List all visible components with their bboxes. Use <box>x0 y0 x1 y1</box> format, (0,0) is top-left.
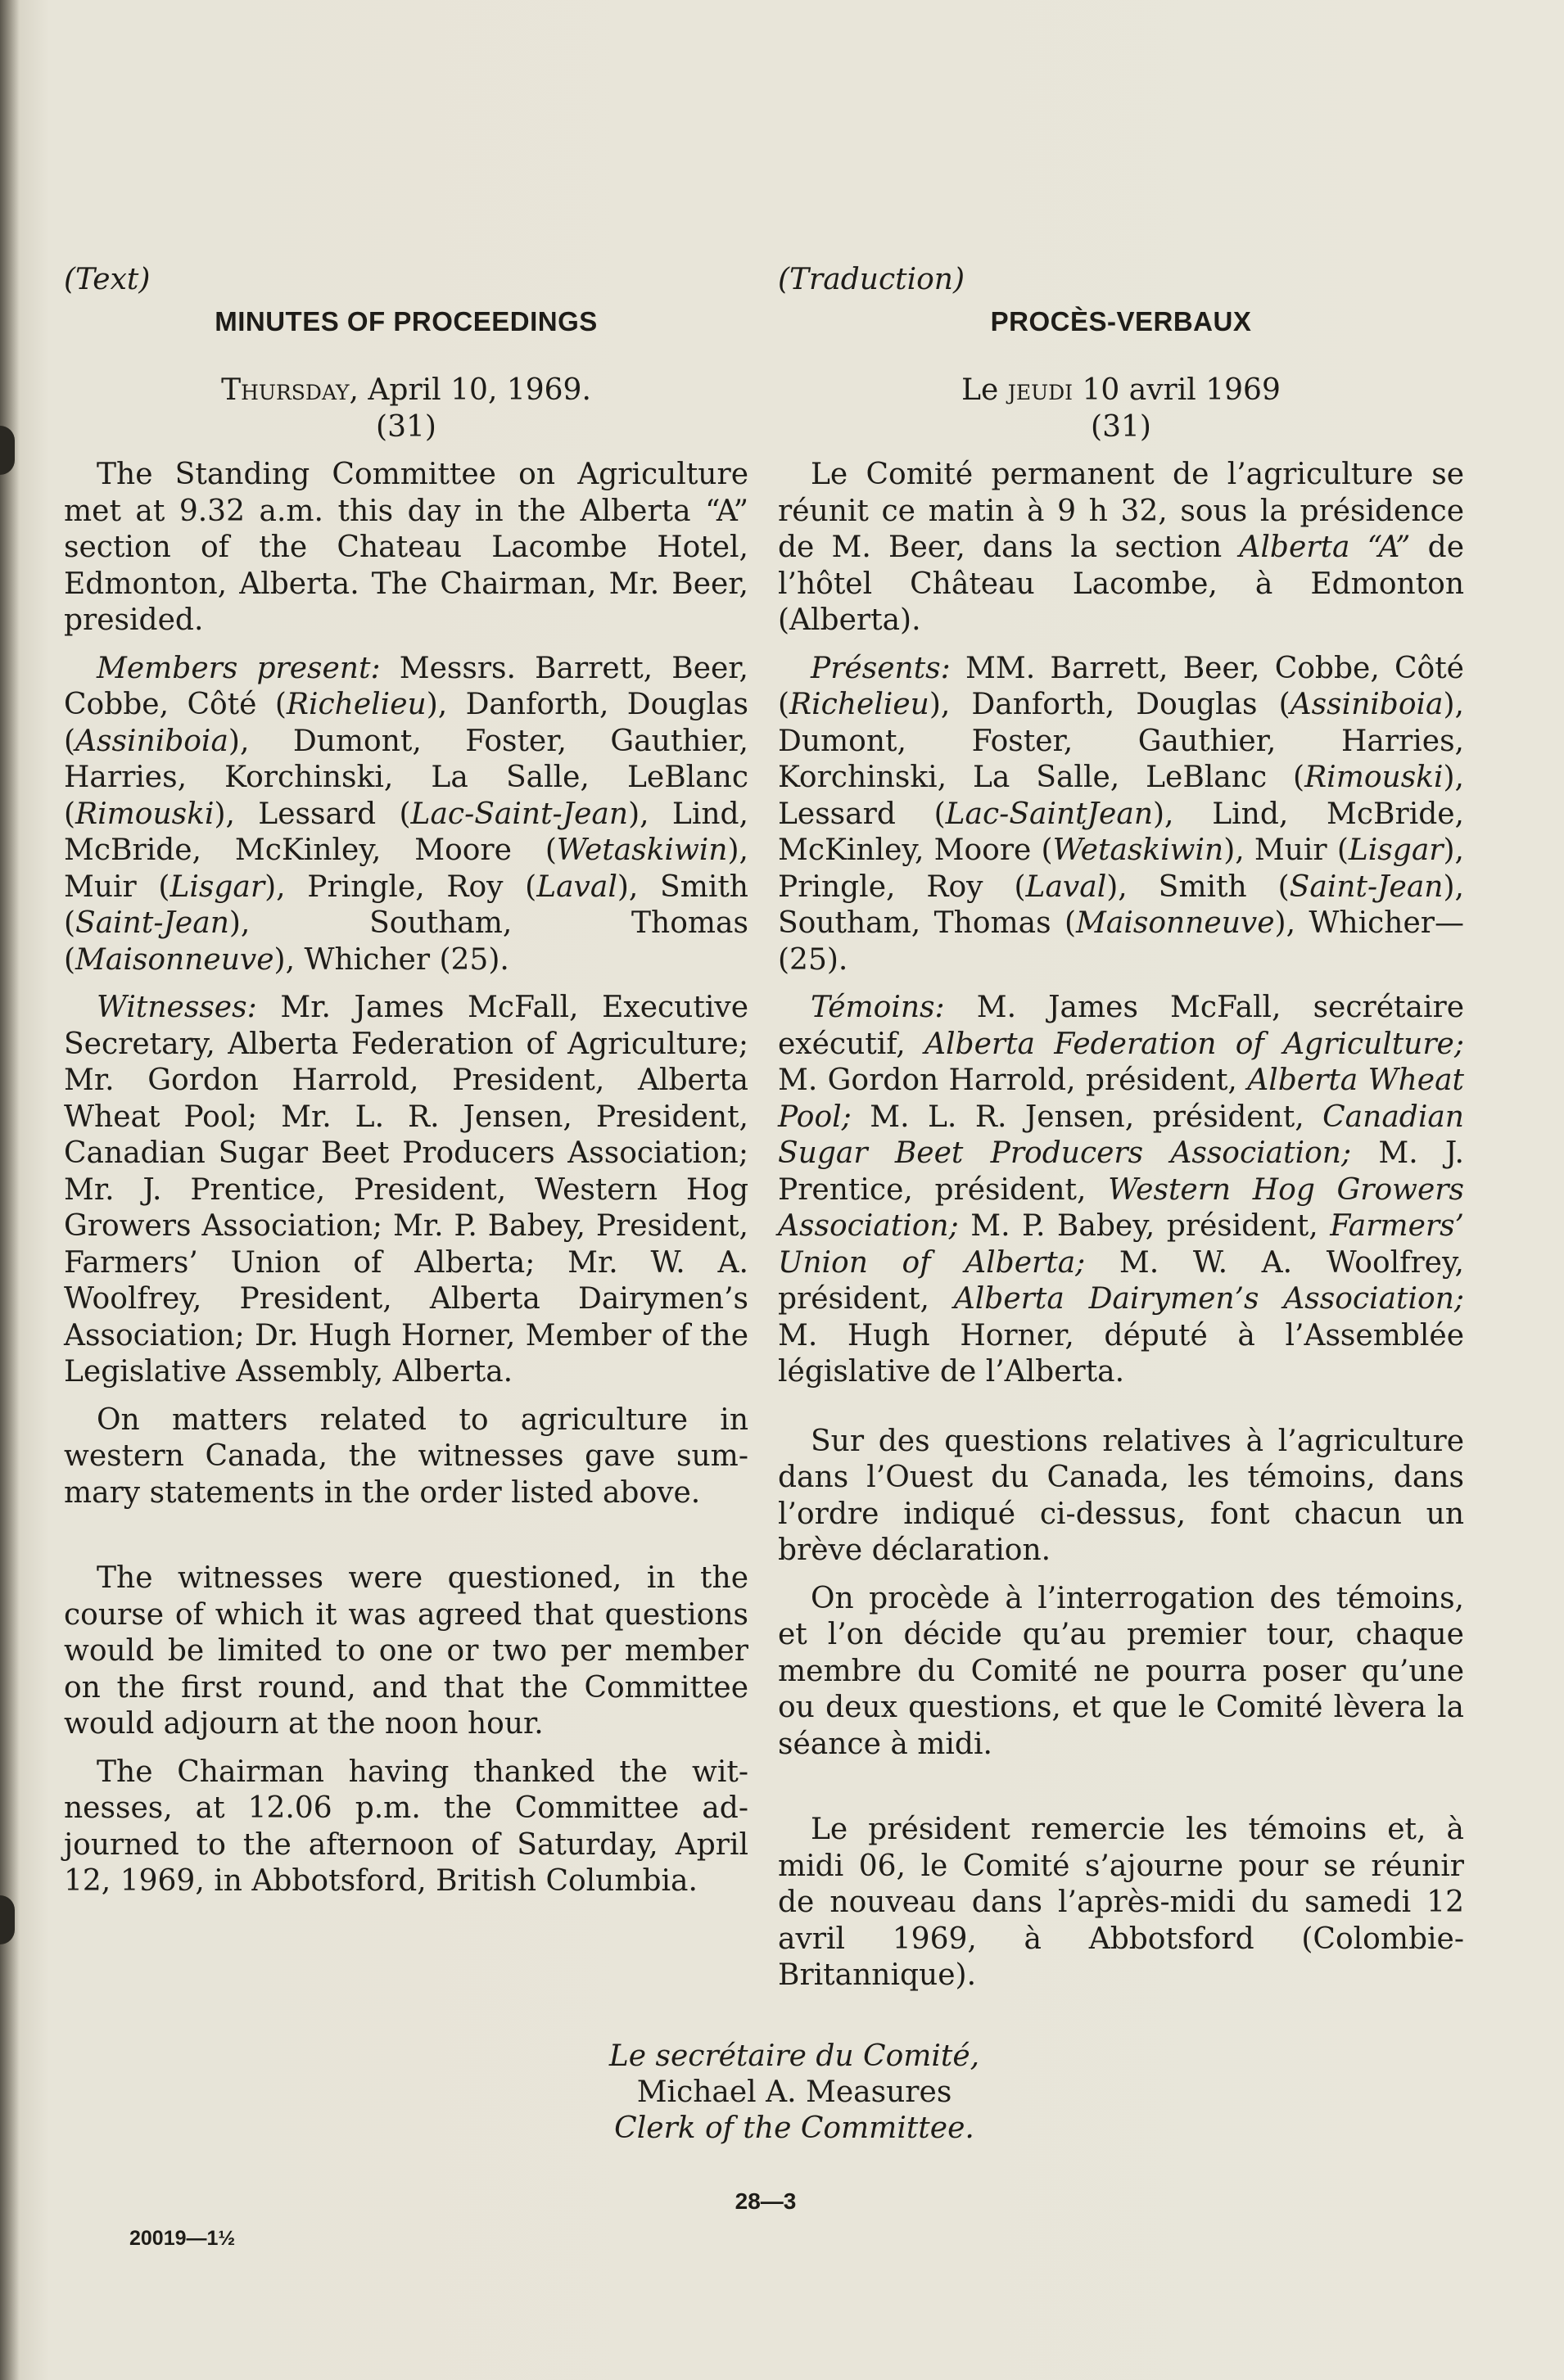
french-questioned-paragraph: On procède à l’interrogation des témoins, et l’on décide qu’au premier tour, chaque membre du Comité ne pourra poser qu’une ou deux questions, et que le Comité lèvera la séance à midi. <box>778 1581 1464 1761</box>
text-run: ), Muir ( <box>64 833 748 904</box>
riding-name: Assiniboia <box>75 724 228 758</box>
text-run: MM. Barrett, Beer, Cobbe, Côté ( <box>778 651 1464 721</box>
text-run: M. W. A. Woolfrey, président, <box>778 1245 1464 1316</box>
print-code: 20019—1½ <box>129 2227 236 2250</box>
french-date <box>778 373 1464 409</box>
riding-name: Assiniboia <box>1290 688 1444 721</box>
text-run: M. P. Babey, président, <box>958 1209 1331 1243</box>
text-run: ), Pringle, Roy ( <box>264 869 537 904</box>
text-run: 10 avril 1969 <box>1073 373 1281 407</box>
english-members-label: Members present: <box>97 651 381 685</box>
text-run: M. Gordon Harrold, président, <box>778 1064 1248 1097</box>
french-members-label: Présents: <box>811 651 951 685</box>
text-run: M. Hugh Horner, député à l’Assemblée législative de l’Alberta. <box>778 1318 1464 1389</box>
text-run: ), Pringle, Roy ( <box>778 833 1464 904</box>
english-matters-paragraph: On matters related to agriculture in western Canada, the witnesses gave summary statements in the order listed above. <box>64 1402 748 1510</box>
text-run: ), Whicher (25). <box>273 942 509 977</box>
text-run: ), Lind, McBride, McKinley, Moore ( <box>778 797 1464 867</box>
riding-name: Laval <box>536 869 617 904</box>
text-run: M. J. Prentice, président, <box>778 1136 1464 1207</box>
french-label: (Traduction) <box>778 263 965 296</box>
organization-name: Western Hog Growers Association; <box>778 1172 1464 1243</box>
text-run: ), Southam, Thomas ( <box>778 869 1464 940</box>
english-adjourn-paragraph: The Chairman having thanked the witnesses, at 12.06 p.m. the Committee adjourned to the afternoon of Saturday, April 12, 1969, in Abbotsford, British Columbia. <box>64 1755 748 1898</box>
text-run: de l’hôtel Château Lacombe, à Edmonton (Alberta). <box>778 531 1464 637</box>
text-run: ), Lessard ( <box>214 797 411 831</box>
english-date <box>64 373 748 409</box>
english-title: MINUTES OF PROCEEDINGS <box>215 305 598 336</box>
french-matters-paragraph: Sur des questions relatives à l’agriculture dans l’Ouest du Canada, les témoins, dans l’ordre indiqué ci-dessus, font chacun un brève déclaration. <box>778 1424 1464 1567</box>
riding-name: Lisgar <box>1348 833 1444 867</box>
text-run: ), Smith ( <box>64 869 748 940</box>
binding-hole <box>0 426 15 475</box>
organization-name: Alberta Federation of Agriculture; <box>924 1027 1464 1061</box>
organization-name: Farmers’ Union of Alberta; <box>778 1209 1464 1280</box>
signature-line-french: Le secrétaire du Comité, <box>608 2039 980 2073</box>
english-date-day: Thursday, <box>221 373 359 407</box>
french-members-paragraph <box>778 651 1464 979</box>
text-run: ), Southam, Thomas ( <box>64 906 748 977</box>
english-label: (Text) <box>64 263 151 296</box>
riding-name: Rimouski <box>1304 761 1444 794</box>
french-opening-paragraph <box>778 457 1464 639</box>
riding-name: Saint-Jean <box>1289 869 1444 904</box>
english-questioned-paragraph: The witnesses were questioned, in the course of which it was agreed that questions would be limited to one or two per member on the first round, and that the Committee would adjourn at the noon hour. <box>64 1561 748 1741</box>
text-run: ), Muir ( <box>1223 833 1349 867</box>
french-meeting-number: (31) <box>1091 409 1151 444</box>
french-title: PROCÈS-VERBAUX <box>990 305 1252 336</box>
text-run: Mr. James McFall, Executive Secretary, Alberta Federation of Agriculture; Mr. Gordon Harrold, President, Alberta Wheat Pool; Mr. L. R. Jensen, President, Canadian Sugar Beet Producers Association; Mr. J. Prentice, President, Western Hog Growers Association; Mr. P. Babey, President, Farmers’ Union of Alberta; Mr. W. A. Woolfrey, President, Alberta Dairymen’s Association; Dr. Hugh Horner, Member of the Legislative Assembly, Alberta. <box>64 991 748 1389</box>
signature-line-english: Clerk of the Committee. <box>614 2111 974 2145</box>
binding-hole <box>0 1895 15 1944</box>
text-run: Le <box>961 373 1008 407</box>
riding-name: Richelieu <box>789 688 929 721</box>
clerk-name: Michael A. Measures <box>636 2075 952 2109</box>
text-run: ), Danforth, Douglas ( <box>929 688 1291 721</box>
french-date-day: jeudi <box>1007 373 1074 407</box>
text-run: ), Dumont, Foster, Gauthier, Harries, Korchinski, La Salle, LeBlanc ( <box>64 724 748 831</box>
text-run: M. L. R. Jensen, président, <box>851 1100 1323 1134</box>
text-run: ), Danforth, Douglas ( <box>64 688 748 758</box>
text-run: ), Lessard ( <box>778 761 1464 831</box>
section-name: Alberta “A” <box>1239 531 1411 564</box>
organization-name: Alberta Wheat Pool; <box>778 1064 1464 1134</box>
riding-name: Saint-Jean <box>75 906 229 940</box>
organization-name: Canadian Sugar Beet Producers Association; <box>778 1100 1464 1170</box>
text-run: Le Comité permanent de l’agriculture se réunit ce matin à 9 h 32, sous la présidence de M. Beer, dans la section <box>778 458 1464 564</box>
organization-name: Alberta Dairymen’s Association; <box>953 1282 1465 1316</box>
english-members-paragraph <box>64 651 748 979</box>
text-run: ), Lind, McBride, McKinley, Moore ( <box>64 797 749 867</box>
riding-name: Richelieu <box>286 688 427 721</box>
riding-name: Rimouski <box>75 797 215 831</box>
english-column <box>64 262 748 1912</box>
text-run: ), Whicher—(25). <box>778 906 1464 977</box>
english-opening-paragraph: The Standing Committee on Agriculture met at 9.32 a.m. this day in the Alberta “A” section of the Chateau Lacombe Hotel, Edmonton, Alberta. The Chairman, Mr. Beer, presided. <box>64 458 748 637</box>
english-meeting-number: (31) <box>376 409 436 444</box>
clerk-signature-block <box>565 2039 1024 2147</box>
riding-name: Wetaskiwin <box>556 833 728 867</box>
french-adjourn-paragraph: Le président remercie les témoins et, à midi 06, le Comité s’ajourne pour se réunir de nouveau dans l’après-midi du samedi 12 avril 1969, à Abbotsford (Colombie-Britannique). <box>778 1813 1464 1992</box>
riding-name: Lisgar <box>170 869 265 904</box>
french-witnesses-label: Témoins: <box>811 991 945 1024</box>
riding-name: Lac-Saint-Jean <box>410 797 629 831</box>
riding-name: Lac-SaintJean <box>945 797 1154 831</box>
text-run: ), Dumont, Foster, Gauthier, Harries, Korchinski, La Salle, LeBlanc ( <box>778 688 1464 794</box>
text-run: Messrs. Barrett, Beer, Cobbe, Côté ( <box>64 651 748 721</box>
riding-name: Maisonneuve <box>75 942 274 977</box>
riding-name: Maisonneuve <box>1076 906 1275 940</box>
page-number: 28—3 <box>735 2188 797 2214</box>
english-date-rest: April 10, 1969. <box>358 373 591 407</box>
text-run: ), Smith ( <box>1106 869 1290 904</box>
english-witnesses-paragraph <box>64 990 748 1391</box>
text-run: M. James McFall, secrétaire exécutif, <box>778 991 1464 1061</box>
french-column <box>778 262 1464 2006</box>
english-witnesses-label: Witnesses: <box>97 991 257 1024</box>
french-witnesses-paragraph <box>778 990 1464 1391</box>
riding-name: Laval <box>1025 869 1107 904</box>
riding-name: Wetaskiwin <box>1052 833 1224 867</box>
